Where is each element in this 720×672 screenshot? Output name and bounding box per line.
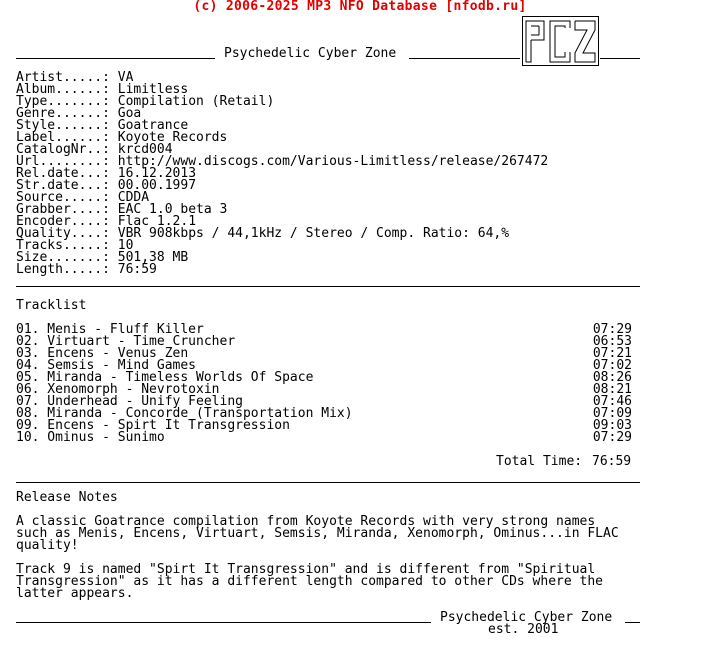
track-duration: 09:03 — [592, 418, 632, 433]
header-rule-left — [16, 58, 215, 59]
track-duration: 07:21 — [592, 346, 632, 361]
track-title: 02. Virtuart - Time Cruncher — [16, 334, 236, 349]
info-value: 10 — [117, 238, 134, 253]
info-value: http://www.discogs.com/Various-Limitless/release/267472 — [117, 154, 549, 169]
release-note-line: Track 9 is named "Spirt It Transgression" and is different from "Spiritual — [16, 562, 596, 577]
info-label: Album......: — [16, 82, 110, 97]
tracklist-heading: Tracklist — [16, 298, 87, 313]
track-title: 04. Semsis - Mind Games — [16, 358, 197, 373]
info-label: Genre......: — [16, 106, 110, 121]
info-label: Length.....: — [16, 262, 110, 277]
release-note-line: A classic Goatrance compilation from Koyote Records with very strong names — [16, 514, 596, 529]
track-duration: 07:46 — [592, 394, 632, 409]
info-label: CatalogNr..: — [16, 142, 110, 157]
info-label: Style......: — [16, 118, 110, 133]
info-label: Label......: — [16, 130, 110, 145]
info-value: Flac 1.2.1 — [117, 214, 197, 229]
track-duration: 07:02 — [592, 358, 632, 373]
info-label: Tracks.....: — [16, 238, 110, 253]
footer-group-name: Psychedelic Cyber Zone — [440, 610, 613, 625]
track-duration: 06:53 — [592, 334, 632, 349]
footer-est: est. 2001 — [488, 622, 559, 637]
group-logo — [522, 16, 599, 66]
info-label: Encoder....: — [16, 214, 110, 229]
total-time-value: 76:59 — [592, 454, 632, 469]
footer-rule-right — [625, 622, 640, 623]
info-label: Size.......: — [16, 250, 110, 265]
info-label: Source.....: — [16, 190, 110, 205]
track-duration: 07:29 — [592, 322, 632, 337]
track-title: 07. Underhead - Unify Feeling — [16, 394, 243, 409]
info-value: CDDA — [117, 190, 150, 205]
info-value: Limitless — [117, 82, 189, 97]
info-label: Grabber....: — [16, 202, 110, 217]
track-duration: 08:21 — [592, 382, 632, 397]
logo-text: PCZ — [559, 46, 561, 47]
total-time-label: Total Time: — [496, 454, 583, 469]
info-label: Str.date...: — [16, 178, 110, 193]
release-note-line: latter appears. — [16, 586, 134, 601]
info-value: VBR 908kbps / 44,1kHz / Stereo / Comp. Ratio: 64,% — [117, 226, 510, 241]
info-label: Rel.date...: — [16, 166, 110, 181]
release-note-line: quality! — [16, 538, 79, 553]
header-rule-right — [600, 58, 640, 59]
info-value: 00.00.1997 — [117, 178, 197, 193]
info-label: Type.......: — [16, 94, 110, 109]
track-title: 09. Encens - Spirt It Transgression — [16, 418, 290, 433]
track-duration: 07:09 — [592, 406, 632, 421]
track-title: 10. Ominus - Sunimo — [16, 430, 165, 445]
info-value: 76:59 — [117, 262, 157, 277]
info-value: Goatrance — [117, 118, 189, 133]
info-label: Quality....: — [16, 226, 110, 241]
track-duration: 07:29 — [592, 430, 632, 445]
info-value: EAC 1.0 beta 3 — [117, 202, 228, 217]
info-value: 501,38 MB — [117, 250, 189, 265]
info-value: Compilation (Retail) — [117, 94, 275, 109]
info-value: VA — [117, 70, 134, 85]
info-value: 16.12.2013 — [117, 166, 197, 181]
release-note-line: Transgression" as it has a different length compared to other CDs where the — [16, 574, 603, 589]
release-note-line: such as Menis, Encens, Virtuart, Semsis, Miranda, Xenomorph, Ominus...in FLAC — [16, 526, 619, 541]
header-group-name: Psychedelic Cyber Zone — [224, 46, 397, 61]
info-label: Artist.....: — [16, 70, 110, 85]
site-banner: (c) 2006-2025 MP3 NFO Database [nfodb.ru] — [193, 0, 527, 14]
info-value: krcd004 — [117, 142, 173, 157]
info-value: Goa — [117, 106, 142, 121]
info-value: Koyote Records — [117, 130, 228, 145]
divider-release-notes — [16, 482, 640, 483]
release-notes-heading: Release Notes — [16, 490, 118, 505]
info-label: Url........: — [16, 154, 110, 169]
divider-tracklist — [16, 286, 640, 287]
track-title: 06. Xenomorph - Nevrotoxin — [16, 382, 220, 397]
track-row — [16, 432, 632, 444]
info-row — [16, 264, 157, 276]
footer-rule-left — [16, 622, 431, 623]
track-title: 05. Miranda - Timeless Worlds Of Space — [16, 370, 314, 385]
track-duration: 08:26 — [592, 370, 632, 385]
header-rule-mid — [409, 58, 520, 59]
track-title: 03. Encens - Venus Zen — [16, 346, 189, 361]
track-title: 01. Menis - Fluff Killer — [16, 322, 204, 337]
track-title: 08. Miranda - Concorde (Transportation Mix) — [16, 406, 353, 421]
